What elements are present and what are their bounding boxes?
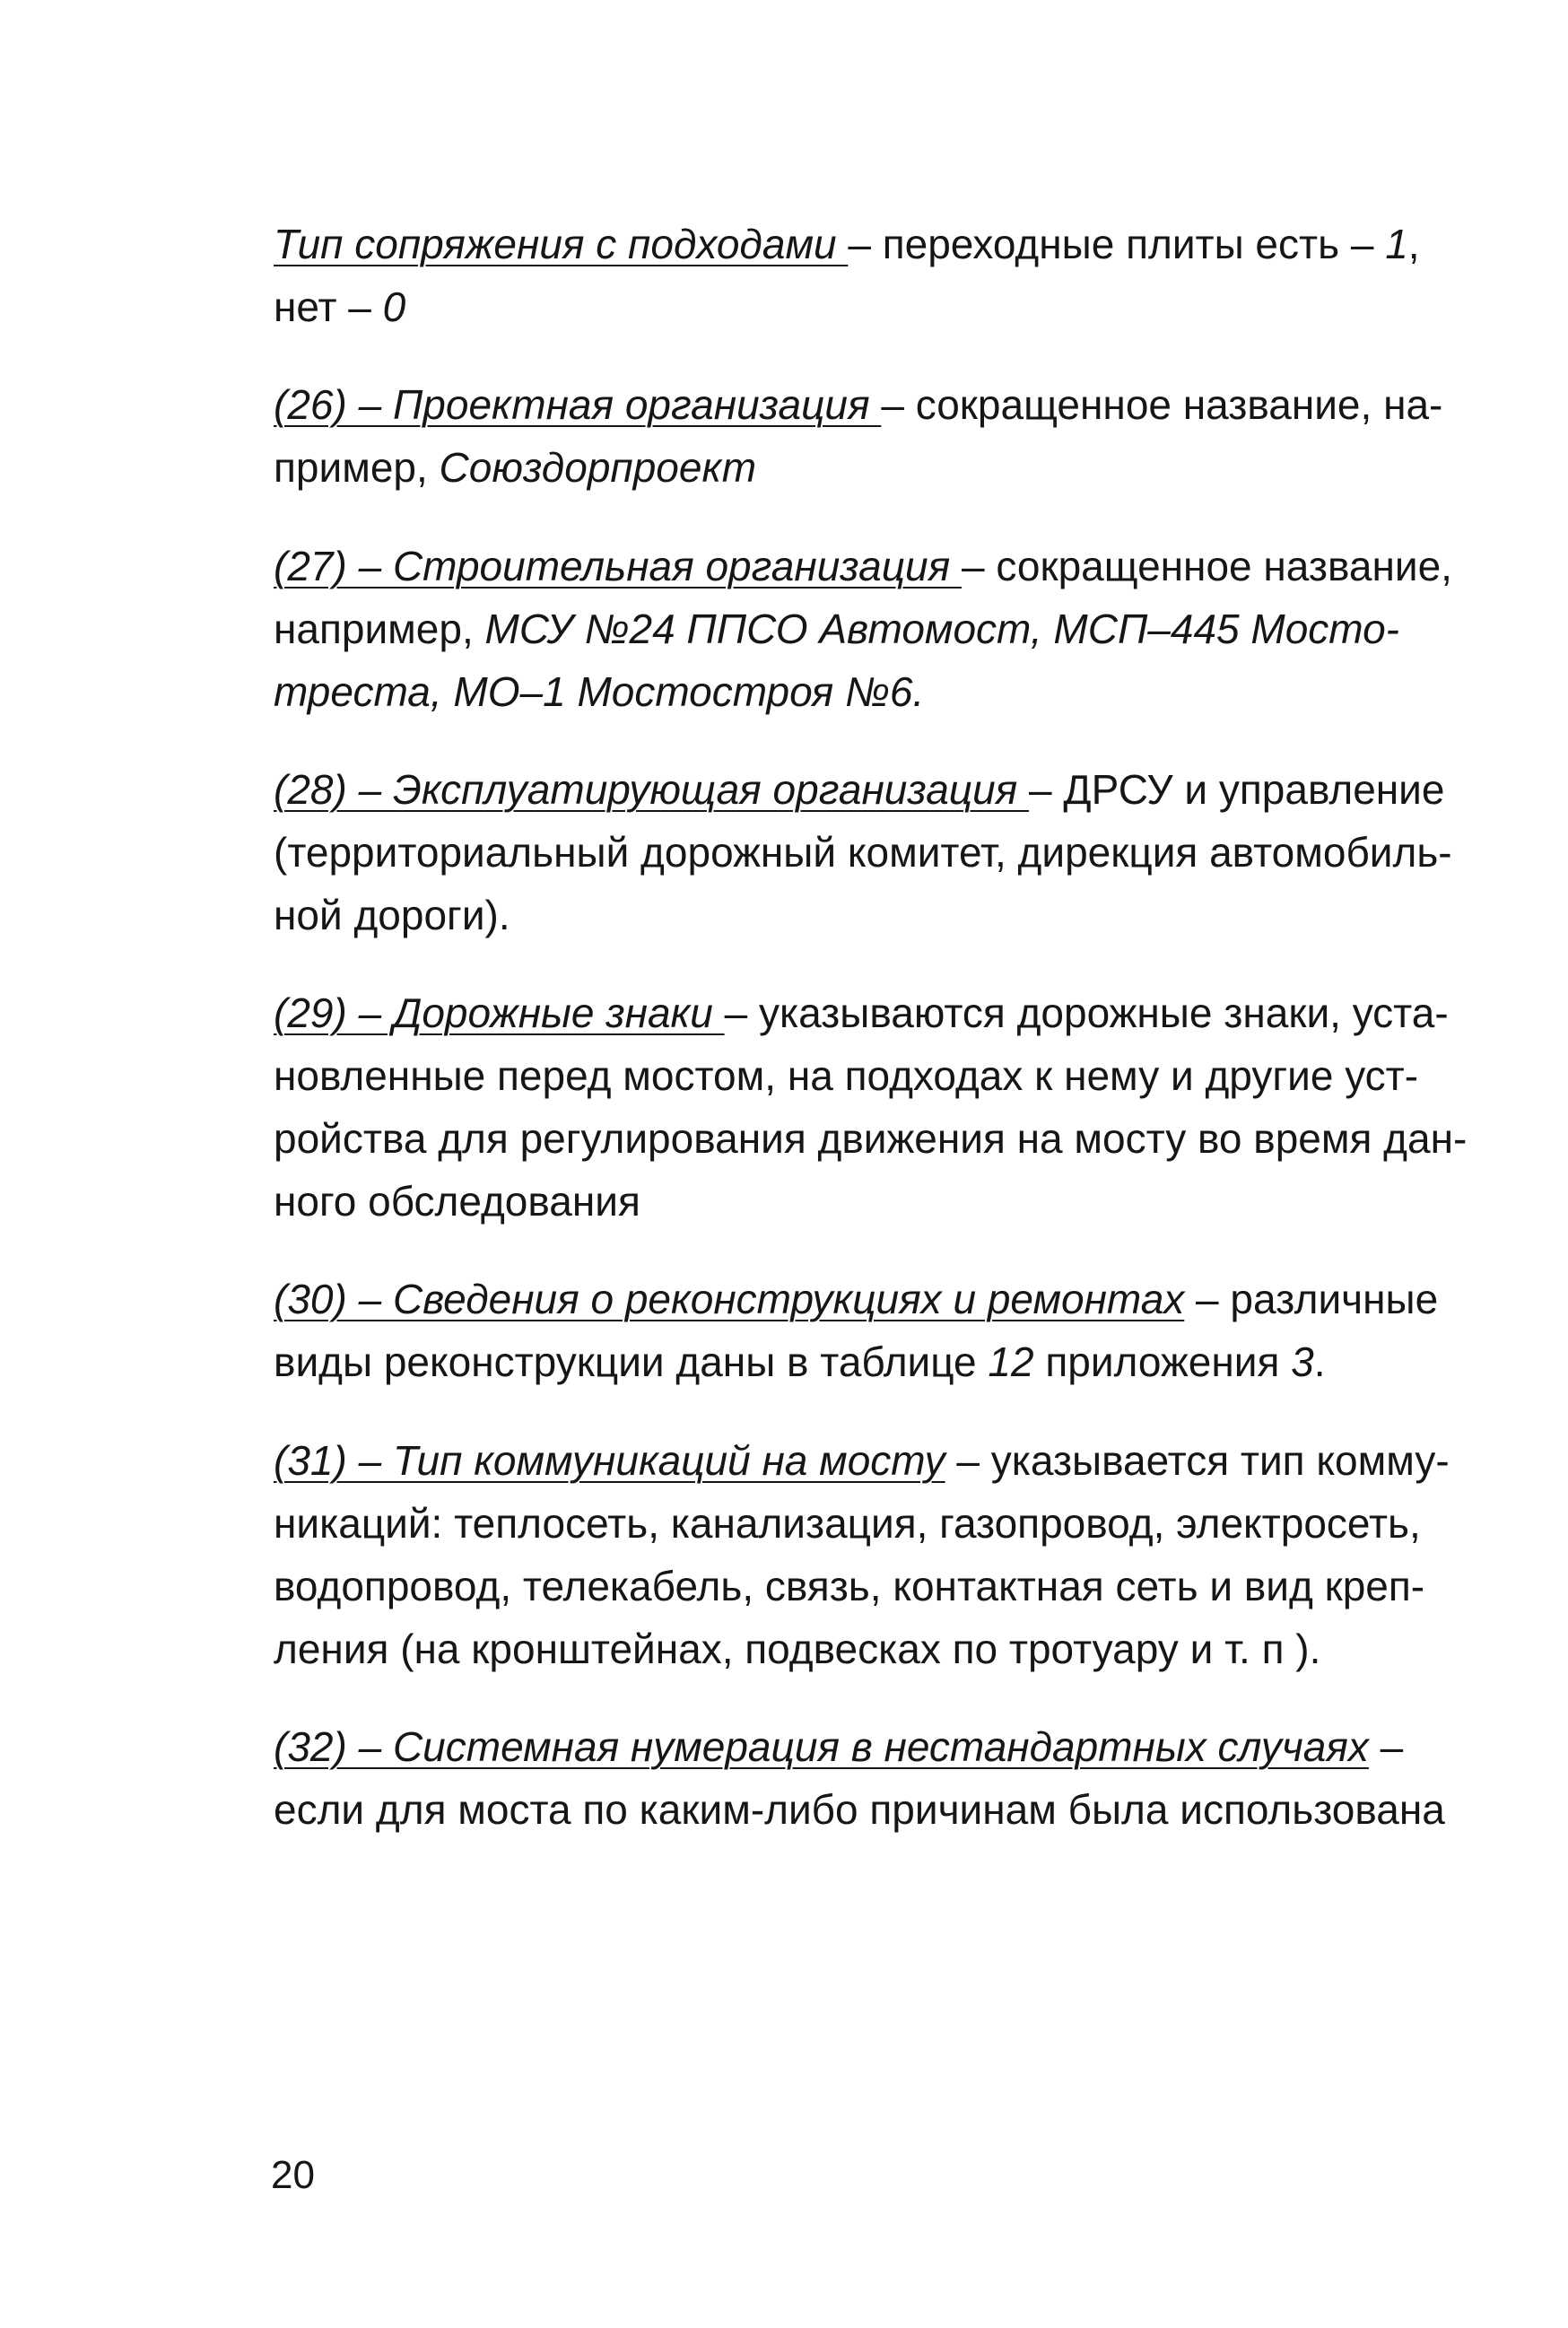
text-span: ления (на кронштейнах, подвесках по тротуару и т. п ). bbox=[274, 1626, 1321, 1672]
text-line bbox=[274, 1496, 1421, 1550]
term-heading: (30) – Сведения о реконструкциях и ремонтах bbox=[274, 1276, 1185, 1322]
text-span: если для моста по каким-либо причинам была использована bbox=[274, 1786, 1445, 1833]
text-line bbox=[274, 1272, 1439, 1326]
text-span: – указываются дорожные знаки, уста- bbox=[724, 990, 1449, 1036]
text-line bbox=[274, 1434, 1450, 1487]
text-line bbox=[274, 378, 1443, 432]
text-line bbox=[274, 1112, 1468, 1165]
text-span: новленные перед мостом, на подходах к нему и другие уст- bbox=[274, 1052, 1419, 1099]
text-line bbox=[274, 280, 1372, 334]
term-heading: (28) – Эксплуатирующая организация bbox=[274, 766, 1030, 813]
text-span: ного обследования bbox=[274, 1178, 640, 1225]
text-line bbox=[274, 217, 1420, 271]
text-span: – ДРСУ и управление bbox=[1029, 766, 1445, 813]
italic-text: МСУ №24 ППСО Автомост, МСП–445 Мосто- bbox=[484, 606, 1399, 652]
text-span: – указывается тип комму- bbox=[945, 1437, 1450, 1484]
italic-text: 1 bbox=[1385, 221, 1408, 267]
text-span: ройства для регулирования движения на мосту во время дан- bbox=[274, 1115, 1468, 1162]
text-line bbox=[274, 1720, 1404, 1774]
text-line bbox=[274, 440, 1372, 494]
text-span: например, bbox=[274, 606, 485, 652]
page-number: 20 bbox=[271, 2153, 315, 2197]
italic-text: треста, МО–1 Мостостроя №6. bbox=[274, 668, 925, 715]
text-line bbox=[274, 1783, 1445, 1836]
text-span: – переходные плиты есть – bbox=[848, 221, 1386, 267]
text-span: нет – bbox=[274, 283, 383, 330]
term-heading: (32) – Системная нумерация в нестандартных случаях bbox=[274, 1723, 1369, 1770]
text-span: – различные bbox=[1184, 1276, 1439, 1322]
text-line bbox=[274, 825, 1452, 879]
text-span: виды реконструкции даны в таблице bbox=[274, 1338, 989, 1385]
text-line bbox=[274, 986, 1449, 1040]
text-span: – bbox=[1368, 1723, 1404, 1770]
term-heading: (29) – Дорожные знаки bbox=[274, 990, 725, 1036]
text-span: ной дороги). bbox=[274, 892, 510, 938]
text-line bbox=[274, 1335, 1372, 1389]
text-span: , bbox=[1407, 221, 1420, 267]
term-heading: (31) – Тип коммуникаций на мосту bbox=[274, 1437, 945, 1484]
term-heading: Тип сопряжения с подходами bbox=[274, 221, 849, 267]
text-line bbox=[274, 602, 1399, 656]
term-heading: (26) – Проектная организация bbox=[274, 381, 882, 428]
text-span: – сокращенное название, на- bbox=[881, 381, 1443, 428]
italic-text: 3 bbox=[1291, 1338, 1314, 1385]
text-line bbox=[274, 888, 1372, 942]
text-span: пример, bbox=[274, 444, 440, 491]
text-span: – сокращенное название, bbox=[961, 543, 1452, 589]
text-span: приложения bbox=[1033, 1338, 1292, 1385]
italic-text: 0 bbox=[382, 283, 406, 330]
italic-text: Союздорпроект bbox=[439, 444, 757, 491]
text-line bbox=[274, 665, 1372, 719]
text-line bbox=[274, 763, 1445, 816]
text-line bbox=[274, 1622, 1372, 1676]
text-span: (территориальный дорожный комитет, дирекция автомобиль- bbox=[274, 829, 1452, 876]
text-span: . bbox=[1313, 1338, 1326, 1385]
text-line bbox=[274, 1174, 1372, 1228]
text-line bbox=[274, 539, 1452, 593]
text-line bbox=[274, 1559, 1425, 1613]
term-heading: (27) – Строительная организация bbox=[274, 543, 962, 589]
text-span: водопровод, телекабель, связь, контактная сеть и вид креп- bbox=[274, 1563, 1425, 1609]
text-line bbox=[274, 1049, 1419, 1103]
text-span: никаций: теплосеть, канализация, газопровод, электросеть, bbox=[274, 1500, 1421, 1547]
italic-text: 12 bbox=[988, 1338, 1034, 1385]
